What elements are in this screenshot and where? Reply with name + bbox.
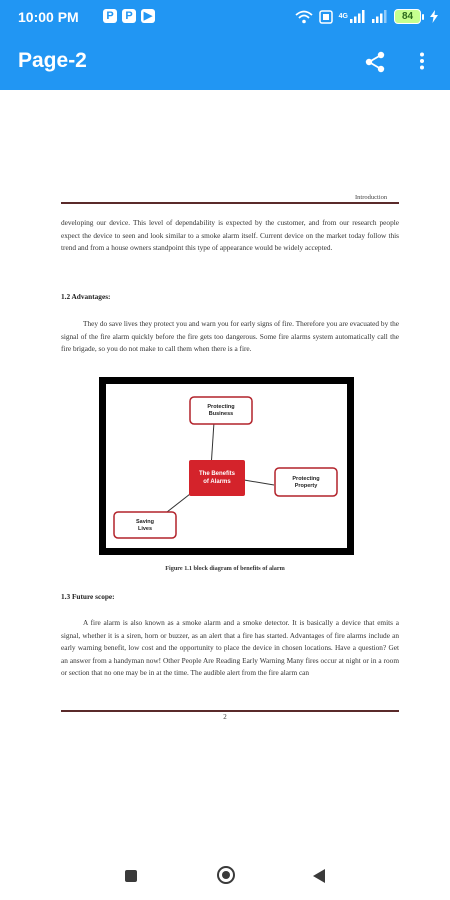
node-label: Property (294, 483, 318, 489)
figure-caption: Figure 1.1 block diagram of benefits of alarm (165, 565, 285, 572)
top-bar (0, 0, 450, 90)
signal-icon (372, 10, 388, 23)
node-label: Protecting (292, 476, 320, 482)
node-label: Saving (135, 519, 155, 525)
network-type: 4G (338, 13, 348, 20)
paragraph-future-scope: A fire alarm is also known as a smoke alarm and a smoke detector. It is basically a device that emits a signal, whether it is a siren, horn or buzzer, as an alert that a fire has started. Advantages of fire alarms include an early warning benefit, low cost and the opportunity to place the device in chosen locations. Have a question? Get an answer from a handyman now! Other People Are Reading Early Warning Many fires occur at night or in a room or section that no one may be in at the time. The audible alert from the fire alarm can (61, 618, 399, 678)
footer-rule (61, 710, 399, 712)
notification-p-icon: P (122, 9, 136, 23)
node-protecting-property (275, 468, 337, 496)
more-vert-icon[interactable] (418, 52, 426, 70)
paragraph-intro: developing our device. This level of dependability is expected by the customer, and from our research people expect the device to seen and look similar to a smoke alarm itself. Current device on the market today follow this trend and from a house owners standpoint this type of appearance would be widely accepted. (61, 218, 399, 253)
node-label: of Alarms (203, 479, 231, 485)
heading-future-scope: 1.3 Future scope: (61, 592, 115, 601)
wifi-icon (295, 10, 313, 24)
node-label: Business (208, 411, 234, 417)
home-button[interactable] (217, 866, 235, 884)
node-benefits-center (189, 460, 245, 496)
vowifi-icon (319, 10, 333, 24)
node-label: The Benefits (198, 471, 236, 477)
heading-advantages: 1.2 Advantages: (61, 292, 111, 301)
page-number: 2 (223, 713, 227, 721)
node-label: Protecting (207, 404, 235, 410)
node-protecting-business (190, 397, 252, 424)
home-icon (222, 871, 230, 879)
running-header: Introduction (355, 194, 388, 201)
notification-icons (103, 9, 155, 23)
status-right (295, 9, 438, 24)
share-icon[interactable] (364, 51, 386, 73)
benefits-diagram (99, 377, 354, 555)
node-label: Lives (137, 526, 153, 532)
page-title: Page-2 (18, 49, 87, 72)
status-time: 10:00 PM (18, 9, 79, 25)
battery-icon (394, 9, 424, 24)
charging-icon (430, 10, 438, 23)
status-bar (0, 0, 450, 34)
youtube-icon: ▶ (141, 9, 155, 23)
document-page[interactable] (0, 90, 450, 850)
notification-p-icon: P (103, 9, 117, 23)
battery-level: 84 (394, 9, 421, 24)
navigation-bar (0, 850, 450, 900)
recents-button[interactable] (125, 870, 137, 882)
node-saving-lives (114, 512, 176, 538)
paragraph-advantages: They do save lives they protect you and warn you for early signs of fire. Therefore you are evacuated by the signal of the fire alarm quickly before the fire gets too dangerous. Some fire alarms system automatically call the fire brigade, so you do not make to call them when there is a fire. (61, 319, 399, 354)
back-button[interactable] (313, 869, 325, 883)
header-rule (61, 202, 399, 204)
signal-icon (350, 10, 366, 23)
